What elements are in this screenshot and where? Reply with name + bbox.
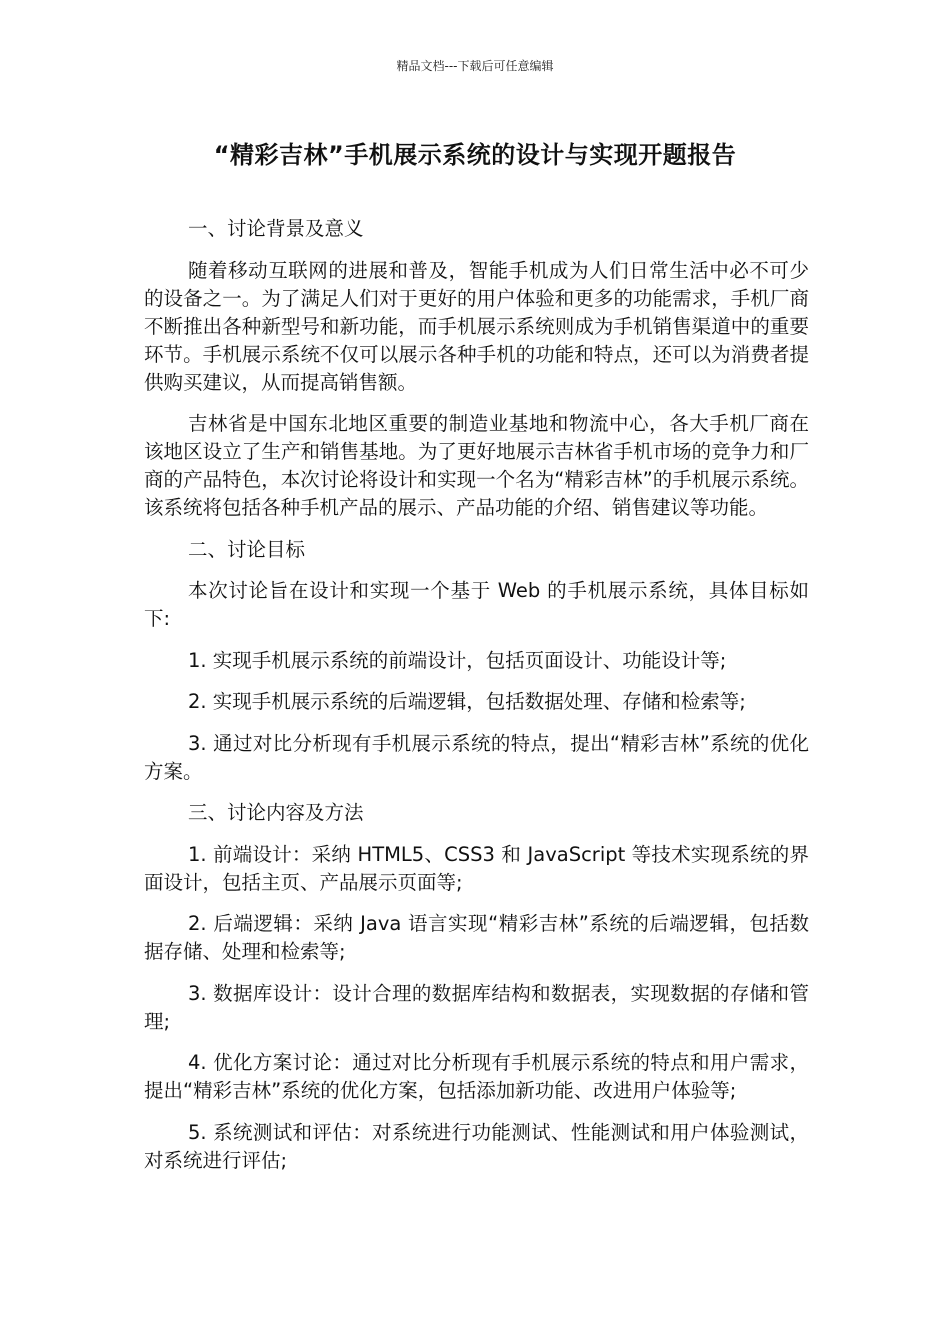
list-item: 2. 后端逻辑：采纳 Java 语言实现“精彩吉林”系统的后端逻辑，包括数据存储、处理和检索等;	[144, 912, 809, 963]
paragraph: 本次讨论旨在设计和实现一个基于 Web 的手机展示系统，具体目标如下:	[144, 579, 809, 630]
document-body	[144, 215, 809, 1188]
list-item: 3. 通过对比分析现有手机展示系统的特点，提出“精彩吉林”系统的优化方案。	[144, 731, 809, 783]
paragraph: 随着移动互联网的进展和普及，智能手机成为人们日常生活中必不可少的设备之一。为了满足人们对于更好的用户体验和更多的功能需求，手机厂商不断推出各种新型号和新功能，而手机展示系统则成为手机销售渠道中的重要环节。手机展示系统不仅可以展示各种手机的功能和特点，还可以为消费者提供购买建议，从而提高销售额。	[144, 258, 809, 394]
document-title: “精彩吉林”手机展示系统的设计与实现开题报告	[213, 141, 737, 169]
list-item: 1. 实现手机展示系统的前端设计，包括页面设计、功能设计等;	[188, 648, 727, 672]
list-item: 3. 数据库设计：设计合理的数据库结构和数据表，实现数据的存储和管理;	[144, 981, 809, 1033]
section-heading-methods: 三、讨论内容及方法	[188, 801, 364, 824]
list-item: 5. 系统测试和评估：对系统进行功能测试、性能测试和用户体验测试，对系统进行评估;	[144, 1120, 809, 1172]
list-item: 1. 前端设计：采纳 HTML5、CSS3 和 JavaScript 等技术实现系统的界面设计，包括主页、产品展示页面等;	[144, 842, 809, 894]
list-item: 2. 实现手机展示系统的后端逻辑，包括数据处理、存储和检索等;	[188, 690, 746, 713]
paragraph: 吉林省是中国东北地区重要的制造业基地和物流中心，各大手机厂商在该地区设立了生产和销售基地。为了更好地展示吉林省手机市场的竞争力和厂商的产品特色，本次讨论将设计和实现一个名为“精彩吉林”的手机展示系统。该系统将包括各种手机产品的展示、产品功能的介绍、销售建议等功能。	[144, 412, 809, 519]
list-item: 4. 优化方案讨论：通过对比分析现有手机展示系统的特点和用户需求，提出“精彩吉林”系统的优化方案，包括添加新功能、改进用户体验等;	[144, 1051, 809, 1102]
header-note: 精品文档---下载后可任意编辑	[396, 59, 554, 73]
section-heading-goals: 二、讨论目标	[188, 537, 306, 561]
section-heading-background: 一、讨论背景及意义	[188, 217, 364, 240]
